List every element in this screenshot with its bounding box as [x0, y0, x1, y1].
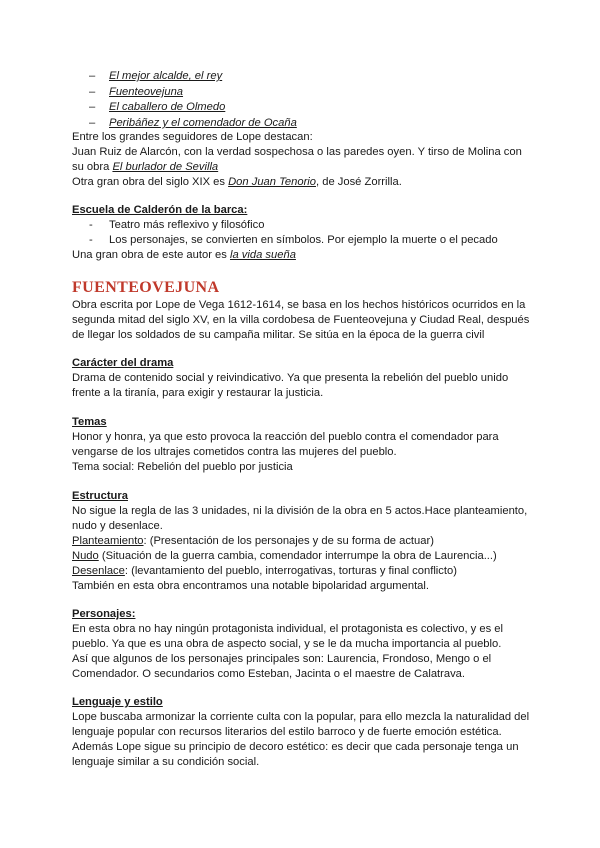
paragraph-line: No sigue la regla de las 3 unidades, ni la división de la obra en 5 actos.Hace planteamiento, [72, 505, 528, 517]
section-heading: Personajes: [72, 608, 136, 620]
term-label: Planteamiento [72, 535, 144, 547]
paragraph-line [72, 160, 218, 175]
paragraph-line: Juan Ruiz de Alarcón, con la verdad sospechosa o las paredes oyen. Y tirso de Molina con [72, 146, 522, 158]
paragraph-line: pueblo. Ya que es una obra de aspecto social, y se le da mucha importancia al pueblo. [72, 638, 502, 650]
paragraph-line [72, 175, 402, 190]
paragraph-line [72, 534, 434, 549]
list-item: Los personajes, se convierten en símbolos. Por ejemplo la muerte o el pecado [109, 234, 498, 246]
paragraph-line: de llegar los soldados de su campaña militar. Se sitúa en la época de la guerra civil [72, 329, 485, 341]
list-dash: - [89, 234, 93, 246]
paragraph-line: Así que algunos de los personajes principales son: Laurencia, Frondoso, Mengo o el [72, 653, 492, 665]
list-dash: – [89, 70, 96, 82]
page-title: FUENTEOVEJUNA [72, 279, 220, 296]
paragraph-line [72, 564, 457, 579]
list-item: Teatro más reflexivo y filosófico [109, 219, 265, 231]
section-heading: Escuela de Calderón de la barca: [72, 204, 248, 216]
section-heading: Estructura [72, 490, 128, 502]
text-span: : (Presentación de los personajes y de su forma de actuar) [143, 535, 434, 547]
paragraph-line: vengarse de los ultrajes cometidos contra las mujeres del pueblo. [72, 446, 397, 458]
work-link[interactable]: Peribáñez y el comendador de Ocaña [109, 117, 297, 129]
section-heading: Lenguaje y estilo [72, 696, 163, 708]
paragraph-line: nudo y desenlace. [72, 520, 163, 532]
text-span: Una gran obra de este autor es [72, 249, 230, 261]
paragraph-line: Obra escrita por Lope de Vega 1612-1614, se basa en los hechos históricos ocurridos en la [72, 299, 526, 311]
term-label: Nudo [72, 550, 99, 562]
paragraph-line: Tema social: Rebelión del pueblo por justicia [72, 461, 293, 473]
paragraph-line: Comendador. O secundarios como Esteban, Jacinta o el maestre de Calatrava. [72, 668, 466, 680]
text-span: (Situación de la guerra cambia, comendador interrumpe la obra de Laurencia...) [98, 550, 497, 562]
list-dash: – [89, 117, 96, 129]
list-dash: – [89, 101, 96, 113]
text-span: , de José Zorrilla. [316, 176, 402, 188]
paragraph-line: segunda mitad del siglo XV, en la villa cordobesa de Fuenteovejuna y Ciudad Real, después [72, 314, 530, 326]
paragraph-line: frente a la tiranía, para exigir y restaurar la justicia. [72, 387, 324, 399]
paragraph-line: Honor y honra, ya que esto provoca la reacción del pueblo contra el comendador para [72, 431, 499, 443]
text-span: Otra gran obra del siglo XIX es [72, 176, 229, 188]
work-link[interactable]: El caballero de Olmedo [109, 101, 226, 113]
paragraph-line [72, 549, 497, 564]
paragraph-line: Lope buscaba armonizar la corriente culta con la popular, para ello mezcla la naturalidad del [72, 711, 530, 723]
paragraph-line: Entre los grandes seguidores de Lope destacan: [72, 131, 313, 143]
paragraph-line: lenguaje popular con recursos literarios del estilo barroco y de fuerte emoción estética. [72, 726, 502, 738]
text-span: : (levantamiento del pueblo, interrogativas, torturas y final conflicto) [124, 565, 457, 577]
paragraph-line: También en esta obra encontramos una notable bipolaridad argumental. [72, 580, 429, 592]
list-dash: – [89, 86, 96, 98]
work-link[interactable]: El burlador de Sevilla [112, 161, 219, 173]
work-link[interactable]: la vida sueña [229, 249, 296, 261]
work-link[interactable]: Don Juan Tenorio [228, 176, 316, 188]
paragraph-line [72, 248, 296, 263]
text-span: su obra [72, 161, 113, 173]
work-link[interactable]: Fuenteovejuna [109, 86, 184, 98]
paragraph-line: En esta obra no hay ningún protagonista individual, el protagonista es colectivo, y es el [72, 623, 503, 635]
paragraph-line: Drama de contenido social y reivindicativo. Ya que presenta la rebelión del pueblo unido [72, 372, 509, 384]
term-label: Desenlace [72, 565, 125, 577]
work-link[interactable]: El mejor alcalde, el rey [109, 70, 223, 82]
paragraph-line: Además Lope sigue su principio de decoro estético: es decir que cada personaje tenga un [72, 741, 519, 753]
section-heading: Temas [72, 416, 107, 428]
section-heading: Carácter del drama [72, 357, 174, 369]
list-dash: - [89, 219, 93, 231]
paragraph-line: lenguaje similar a su condición social. [72, 756, 260, 768]
